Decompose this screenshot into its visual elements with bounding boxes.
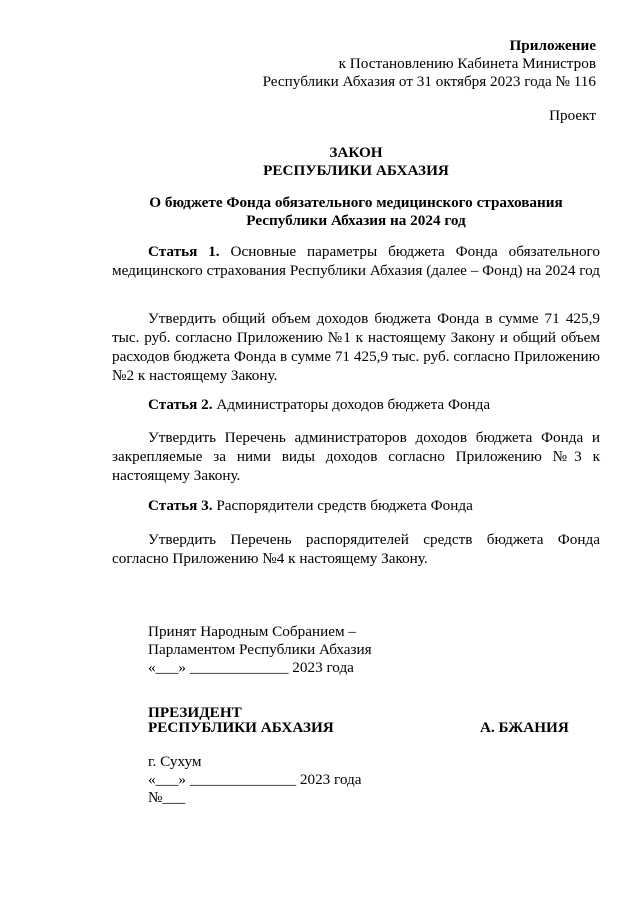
law-title-line-2: РЕСПУБЛИКИ АБХАЗИЯ (263, 162, 449, 179)
adoption-line-1: Принят Народным Собранием – (148, 623, 356, 640)
president-title-line-2: РЕСПУБЛИКИ АБХАЗИЯ (148, 719, 334, 736)
document-number-line: №___ (148, 789, 186, 806)
appendix-line-1: к Постановлению Кабинета Министров (338, 55, 596, 72)
president-title-line-1: ПРЕЗИДЕНТ (148, 704, 242, 721)
law-title-line-1: ЗАКОН (329, 144, 383, 161)
appendix-title: Приложение (509, 37, 596, 54)
article-2-heading (112, 395, 600, 414)
article-3-body: Утвердить Перечень распорядителей средств бюджета Фонда согласно Приложению №4 к настоящему Закону. (112, 531, 600, 567)
article-1-body: Утвердить общий объем доходов бюджета Фонда в сумме 71 425,9 тыс. руб. согласно Приложению №1 к настоящему Закону и общий объем расходов бюджета Фонда в сумме 71 425,9 тыс. руб. согласно Приложению №2 к настоящему Закону. (112, 310, 600, 384)
article-1-heading (112, 242, 600, 280)
law-subtitle-line-1: О бюджете Фонда обязательного медицинского страхования (149, 194, 563, 211)
adoption-date-line: «___» _____________ 2023 года (148, 659, 354, 676)
article-3-heading (112, 496, 600, 515)
adoption-line-2: Парламентом Республики Абхазия (148, 641, 372, 658)
appendix-line-2: Республики Абхазия от 31 октября 2023 года № 116 (262, 73, 596, 90)
law-subtitle-line-2: Республики Абхазия на 2024 год (246, 212, 466, 229)
place-date-line: «___» ______________ 2023 года (148, 771, 362, 788)
draft-label: Проект (549, 107, 596, 124)
article-1-label: Статья 1. (148, 243, 220, 260)
article-2-heading-text: Администраторы доходов бюджета Фонда (216, 396, 491, 413)
article-2-body: Утвердить Перечень администраторов доходов бюджета Фонда и закрепляемые за ними виды доходов согласно Приложению №3 к настоящему Закону. (112, 429, 600, 484)
article-3-label: Статья 3. (148, 497, 213, 514)
place-city: г. Сухум (148, 753, 202, 770)
article-1-heading-text: Основные параметры бюджета Фонда обязательного медицинского страхования Республики Абхазия (далее – Фонд) на 2024 год (112, 243, 600, 279)
article-2-label: Статья 2. (148, 396, 213, 413)
article-3-heading-text: Распорядители средств бюджета Фонда (216, 497, 473, 514)
president-name: А. БЖАНИЯ (480, 719, 569, 736)
